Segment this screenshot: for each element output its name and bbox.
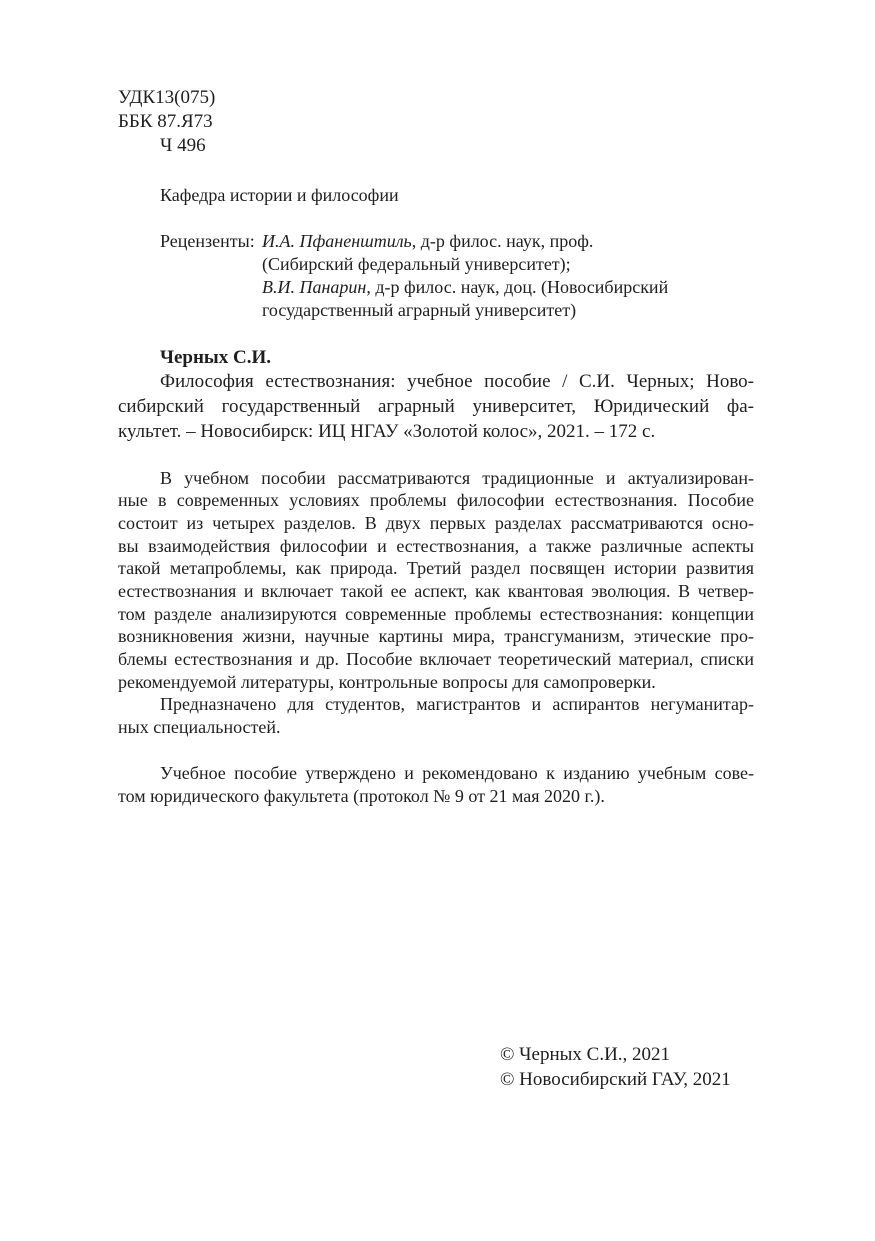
bib-line: Философия естествознания: учебное пособие / С.И. Черных; Ново- xyxy=(160,371,754,392)
annotation-line: вы взаимодействия философии и естествознания, а также различные аспекты xyxy=(118,536,754,556)
annotation-line: возникновения жизни, научные картины мира, трансгуманизм, этические про- xyxy=(118,626,754,646)
annotation-line: такой метапроблемы, как природа. Третий раздел посвящен истории развития xyxy=(118,558,754,578)
annotation-line: В учебном пособии рассматриваются традиционные и актуализирован- xyxy=(160,468,754,488)
annotation-line: естествознания и включает такой ее аспект, как квантовая эволюция. В четвер- xyxy=(118,581,754,601)
bbk-code: ББК 87.Я73 xyxy=(118,111,213,132)
book-author: Черных С.И. xyxy=(160,347,271,368)
bib-line: культет. – Новосибирск: ИЦ НГАУ «Золотой колос», 2021. – 172 с. xyxy=(118,421,656,442)
annotation-line: ные в современных условиях проблемы философии естествознания. Пособие xyxy=(118,490,754,510)
bib-line: сибирский государственный аграрный университет, Юридический фа- xyxy=(118,396,754,417)
reviewer-2-title: , д-р филос. наук, доц. (Новосибирский xyxy=(366,277,669,297)
author-mark: Ч 496 xyxy=(160,135,206,156)
annotation-line: состоит из четырех разделов. В двух первых разделах рассматриваются осно- xyxy=(118,513,754,533)
approval-line: том юридического факультета (протокол № 9 от 21 мая 2020 г.). xyxy=(118,786,605,806)
audience-line: Предназначено для студентов, магистрантов и аспирантов негуманитар- xyxy=(160,694,754,714)
udk-code: УДК13(075) xyxy=(118,87,216,108)
reviewer-1-name: И.А. Пфаненштиль xyxy=(262,231,412,251)
reviewer-2 xyxy=(262,276,668,298)
approval-line: Учебное пособие утверждено и рекомендовано к изданию учебным сове- xyxy=(160,763,754,783)
annotation-line: том разделе анализируются современные проблемы естествознания: концепции xyxy=(118,604,754,624)
reviewer-1-org: (Сибирский федеральный университет); xyxy=(262,254,571,274)
annotation-line: рекомендуемой литературы, контрольные вопросы для самопроверки. xyxy=(118,672,656,692)
reviewer-2-org: государственный аграрный университет) xyxy=(262,300,577,320)
copyright-author: © Черных С.И., 2021 xyxy=(500,1044,671,1065)
audience-line: ных специальностей. xyxy=(118,717,281,737)
annotation-line: блемы естествознания и др. Пособие включает теоретический материал, списки xyxy=(118,649,754,669)
reviewer-1 xyxy=(262,230,593,252)
reviewer-2-name: В.И. Панарин xyxy=(262,277,367,297)
copyright-university: © Новосибирский ГАУ, 2021 xyxy=(500,1069,731,1090)
reviewers-label: Рецензенты: xyxy=(160,231,255,251)
reviewer-1-title: , д-р филос. наук, проф. xyxy=(411,231,594,251)
department: Кафедра истории и философии xyxy=(160,185,399,205)
